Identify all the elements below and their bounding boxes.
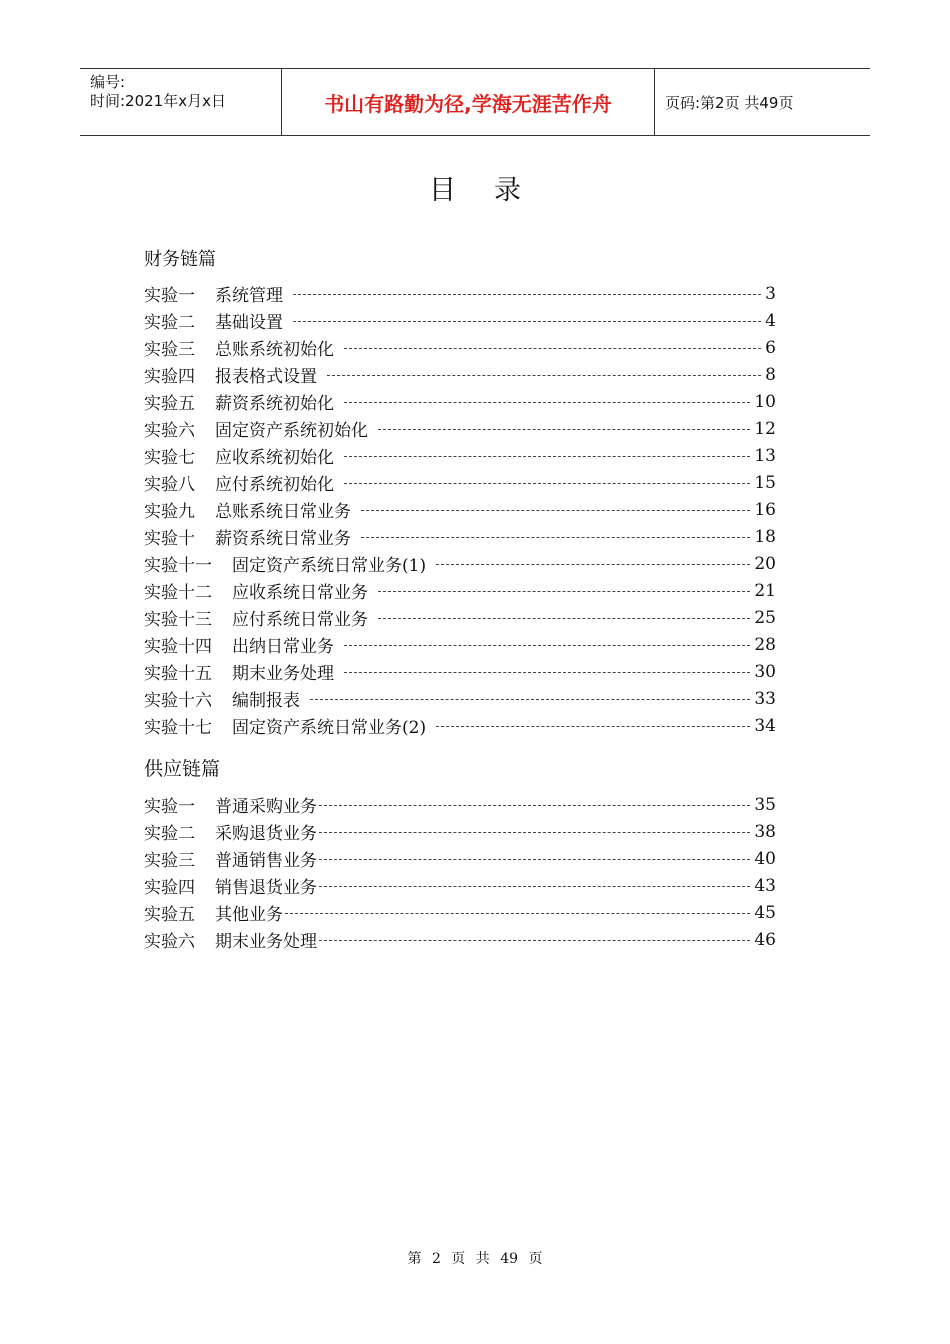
toc-dot-leader — [319, 886, 750, 887]
toc-entry-number: 实验三 — [144, 340, 195, 360]
header-date-label: 时间:2021年x月x日 — [90, 92, 226, 110]
toc-entry[interactable] — [144, 631, 776, 658]
toc-entry[interactable] — [144, 818, 776, 845]
toc-entry-label: 其他业务 — [215, 905, 283, 925]
finance-toc-list — [144, 280, 776, 739]
toc-entry-label: 薪资系统日常业务 — [215, 529, 351, 549]
toc-entry-page: 10 — [754, 391, 776, 412]
toc-entry[interactable] — [144, 280, 776, 307]
toc-entry[interactable] — [144, 550, 776, 577]
header-motto: 书山有路勤为径,学海无涯苦作舟 — [282, 69, 655, 135]
toc-dot-leader — [344, 483, 750, 484]
toc-entry-number: 实验十五 — [144, 664, 212, 684]
toc-dot-leader — [344, 645, 750, 646]
toc-entry-page: 33 — [754, 688, 776, 709]
toc-entry-page: 25 — [754, 607, 776, 628]
toc-entry-page: 3 — [765, 283, 776, 304]
toc-entry-label: 普通销售业务 — [215, 851, 317, 871]
toc-entry-label: 销售退货业务 — [215, 878, 317, 898]
toc-dot-leader — [378, 618, 750, 619]
toc-entry-number: 实验七 — [144, 448, 195, 468]
toc-entry-label: 出纳日常业务 — [232, 637, 334, 657]
toc-entry-number: 实验一 — [144, 286, 195, 306]
toc-entry-page: 28 — [754, 634, 776, 655]
toc-entry-number: 实验四 — [144, 367, 195, 387]
toc-dot-leader — [344, 456, 750, 457]
toc-entry-page: 30 — [754, 661, 776, 682]
toc-entry-number: 实验二 — [144, 313, 195, 333]
toc-entry-page: 43 — [754, 875, 776, 896]
toc-entry[interactable] — [144, 658, 776, 685]
toc-entry-number: 实验三 — [144, 851, 195, 871]
page-header — [80, 68, 870, 136]
toc-entry[interactable] — [144, 712, 776, 739]
toc-entry-label: 应收系统初始化 — [215, 448, 334, 468]
toc-entry[interactable] — [144, 496, 776, 523]
toc-dot-leader — [436, 726, 750, 727]
toc-dot-leader — [344, 402, 750, 403]
toc-entry-number: 实验十一 — [144, 556, 212, 576]
toc-entry-number: 实验二 — [144, 824, 195, 844]
toc-entry[interactable] — [144, 845, 776, 872]
toc-entry[interactable] — [144, 899, 776, 926]
toc-entry-label: 系统管理 — [215, 286, 283, 306]
toc-entry-page: 16 — [754, 499, 776, 520]
toc-title: 目录 — [429, 175, 559, 206]
toc-dot-leader — [319, 859, 750, 860]
toc-entry-label: 期末业务处理 — [215, 932, 317, 952]
header-meta — [80, 69, 282, 135]
toc-entry-page: 45 — [754, 902, 776, 923]
toc-dot-leader — [378, 429, 750, 430]
toc-entry[interactable] — [144, 523, 776, 550]
toc-dot-leader — [378, 591, 750, 592]
toc-dot-leader — [319, 940, 750, 941]
toc-entry-number: 实验八 — [144, 475, 195, 495]
toc-dot-leader — [344, 672, 750, 673]
toc-entry[interactable] — [144, 307, 776, 334]
toc-entry-label: 固定资产系统日常业务(1) — [232, 556, 427, 576]
toc-dot-leader — [293, 321, 761, 322]
toc-dot-leader — [327, 375, 761, 376]
toc-entry[interactable] — [144, 604, 776, 631]
toc-entry-page: 38 — [754, 821, 776, 842]
toc-entry-number: 实验十四 — [144, 637, 212, 657]
toc-entry-page: 8 — [765, 364, 776, 385]
supply-section-title: 供应链篇 — [144, 758, 221, 780]
toc-dot-leader — [436, 564, 750, 565]
toc-dot-leader — [361, 510, 750, 511]
toc-entry[interactable] — [144, 442, 776, 469]
toc-entry-label: 采购退货业务 — [215, 824, 317, 844]
supply-toc-list — [144, 791, 776, 953]
toc-entry[interactable] — [144, 577, 776, 604]
toc-entry-page: 21 — [754, 580, 776, 601]
toc-entry[interactable] — [144, 361, 776, 388]
toc-entry-page: 18 — [754, 526, 776, 547]
toc-entry[interactable] — [144, 926, 776, 953]
toc-entry-number: 实验十二 — [144, 583, 212, 603]
toc-dot-leader — [293, 294, 761, 295]
toc-entry[interactable] — [144, 872, 776, 899]
toc-entry-label: 期末业务处理 — [232, 664, 334, 684]
header-code-label: 编号: — [90, 73, 126, 91]
toc-entry-page: 6 — [765, 337, 776, 358]
toc-entry[interactable] — [144, 685, 776, 712]
toc-entry-number: 实验四 — [144, 878, 195, 898]
toc-entry-number: 实验十 — [144, 529, 195, 549]
toc-dot-leader — [319, 832, 750, 833]
toc-entry-label: 普通采购业务 — [215, 797, 317, 817]
toc-entry-label: 固定资产系统初始化 — [215, 421, 368, 441]
toc-entry-number: 实验五 — [144, 905, 195, 925]
finance-section-title: 财务链篇 — [144, 249, 216, 270]
page-footer: 第 2 页 共 49 页 — [407, 1251, 543, 1267]
toc-entry-label: 总账系统初始化 — [215, 340, 334, 360]
toc-entry-label: 应付系统初始化 — [215, 475, 334, 495]
toc-entry-label: 基础设置 — [215, 313, 283, 333]
toc-dot-leader — [361, 537, 750, 538]
toc-entry-number: 实验十七 — [144, 718, 212, 738]
toc-entry-page: 15 — [754, 472, 776, 493]
toc-entry-number: 实验十六 — [144, 691, 212, 711]
toc-entry-page: 20 — [754, 553, 776, 574]
toc-entry-page: 4 — [765, 310, 776, 331]
toc-entry-number: 实验十三 — [144, 610, 212, 630]
toc-entry-number: 实验五 — [144, 394, 195, 414]
toc-entry[interactable] — [144, 388, 776, 415]
toc-entry-label: 薪资系统初始化 — [215, 394, 334, 414]
toc-entry-page: 13 — [754, 445, 776, 466]
toc-entry-page: 35 — [754, 794, 776, 815]
toc-dot-leader — [319, 805, 750, 806]
toc-dot-leader — [310, 699, 750, 700]
toc-dot-leader — [285, 913, 750, 914]
toc-entry-label: 应收系统日常业务 — [232, 583, 368, 603]
toc-entry-page: 40 — [754, 848, 776, 869]
toc-entry-label: 应付系统日常业务 — [232, 610, 368, 630]
header-page-info: 页码:第2页 共49页 — [665, 93, 794, 112]
toc-entry[interactable] — [144, 415, 776, 442]
toc-entry[interactable] — [144, 791, 776, 818]
toc-entry-page: 46 — [754, 929, 776, 950]
toc-entry-label: 总账系统日常业务 — [215, 502, 351, 522]
toc-entry-page: 12 — [754, 418, 776, 439]
toc-entry-number: 实验六 — [144, 421, 195, 441]
toc-entry-number: 实验一 — [144, 797, 195, 817]
toc-entry-label: 报表格式设置 — [215, 367, 317, 387]
toc-entry-number: 实验六 — [144, 932, 195, 952]
toc-entry-label: 固定资产系统日常业务(2) — [232, 718, 427, 738]
toc-entry[interactable] — [144, 469, 776, 496]
toc-entry[interactable] — [144, 334, 776, 361]
toc-entry-label: 编制报表 — [232, 691, 300, 711]
toc-dot-leader — [344, 348, 761, 349]
toc-entry-page: 34 — [754, 715, 776, 736]
toc-entry-number: 实验九 — [144, 502, 195, 522]
